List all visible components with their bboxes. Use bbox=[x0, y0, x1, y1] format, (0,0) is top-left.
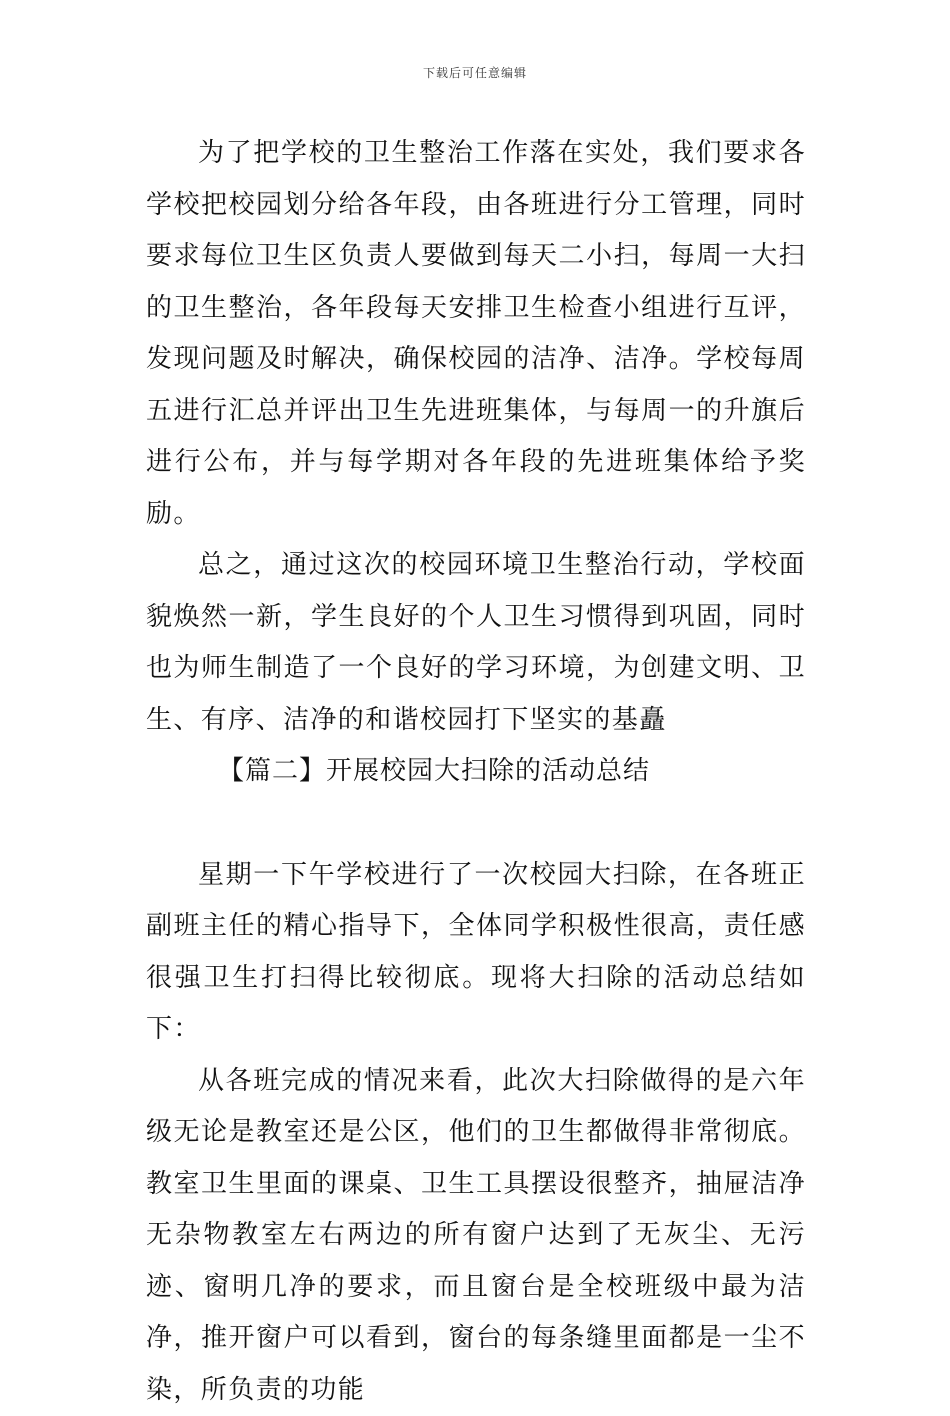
paragraph-class-results: 从各班完成的情况来看，此次大扫除做得的是六年级无论是教室还是公区，他们的卫生都做得非常彻底。教室卫生里面的课桌、卫生工具摆设很整齐，抽屉洁净无杂物教室左右两边的所有窗户达到了无灰尘、无污迹、窗明几净的要求，而且窗台是全校班级中最为洁净，推开窗户可以看到，窗台的每条缝里面都是一尘不染，所负责的功能 bbox=[146, 1056, 806, 1416]
paragraph-sanitation-management: 为了把学校的卫生整治工作落在实处，我们要求各学校把校园划分给各年段，由各班进行分工管理，同时要求每位卫生区负责人要做到每天二小扫，每周一大扫的卫生整治，各年段每天安排卫生检查小组进行互评，发现问题及时解决，确保校园的洁净、洁净。学校每周五进行汇总并评出卫生先进班集体，与每周一的升旗后进行公布，并与每学期对各年段的先进班集体给予奖励。 bbox=[146, 128, 806, 540]
document-body bbox=[146, 128, 806, 1416]
paragraph-cleanup-intro: 星期一下午学校进行了一次校园大扫除，在各班正副班主任的精心指导下，全体同学积极性很高，责任感很强卫生打扫得比较彻底。现将大扫除的活动总结如下： bbox=[146, 850, 806, 1056]
header-note: 下载后可任意编辑 bbox=[0, 64, 950, 81]
section-title: 【篇二】开展校园大扫除的活动总结 bbox=[146, 746, 806, 798]
paragraph-conclusion: 总之，通过这次的校园环境卫生整治行动，学校面貌焕然一新，学生良好的个人卫生习惯得到巩固，同时也为师生制造了一个良好的学习环境，为创建文明、卫生、有序、洁净的和谐校园打下坚实的基矗 bbox=[146, 540, 806, 746]
